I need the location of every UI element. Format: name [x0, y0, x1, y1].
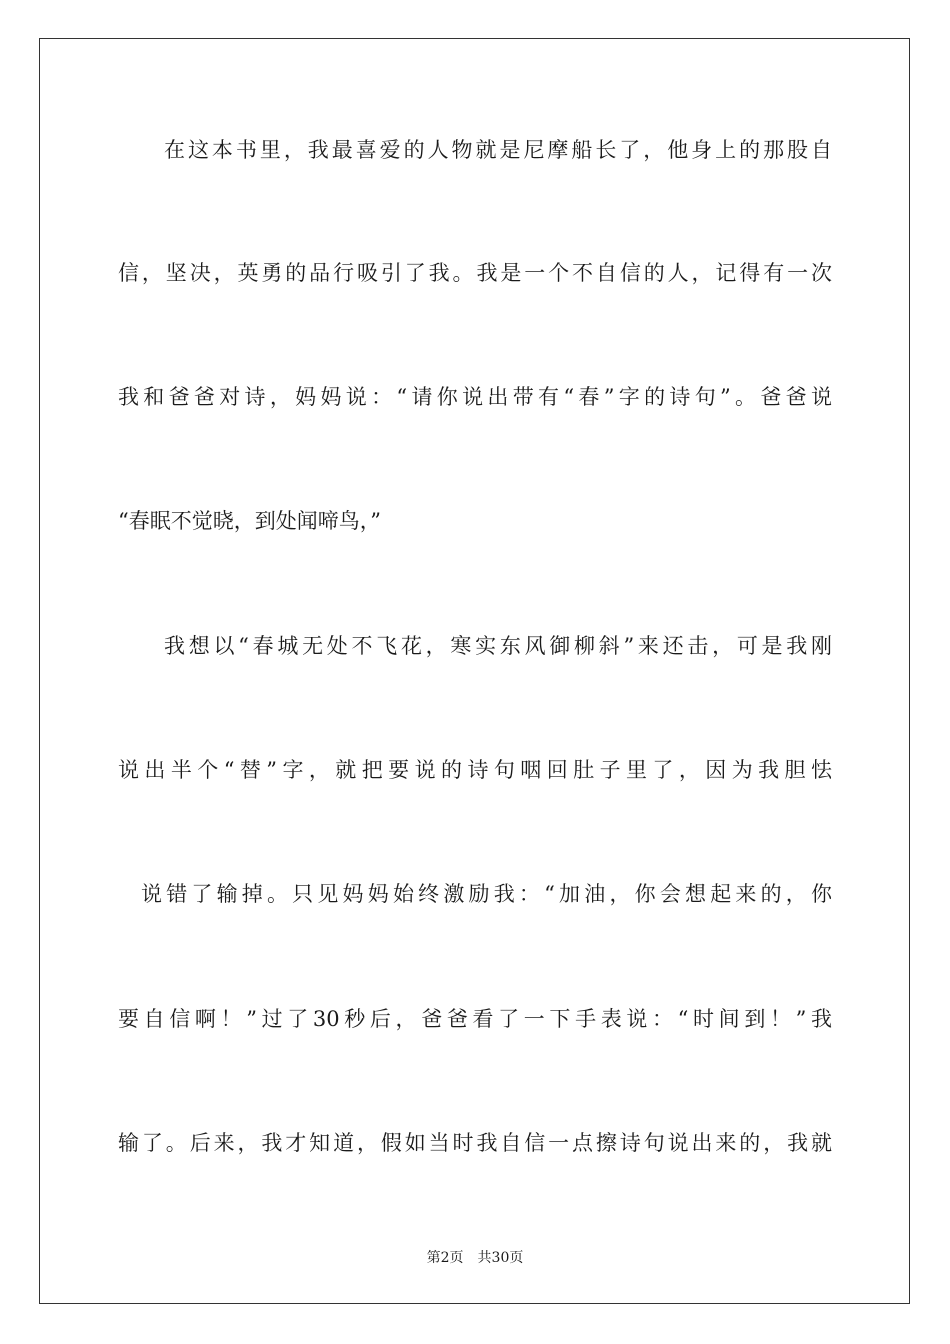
page-footer: 第2页 共30页 — [426, 1250, 524, 1266]
paragraph-line-9: 输了。后来，我才知道，假如当时我自信一点擦诗句说出来的，我就 — [118, 1131, 832, 1155]
paragraph-line-2: 信，坚决，英勇的品行吸引了我。我是一个不自信的人，记得有一次 — [118, 261, 832, 285]
paragraph-line-3: 我和爸爸对诗，妈妈说：“请你说出带有“春”字的诗句”。爸爸说 — [118, 385, 832, 409]
paragraph-line-6: 说出半个“替”字，就把要说的诗句咽回肚子里了，因为我胆怯 — [118, 758, 832, 782]
paragraph-line-7: 说错了输掉。只见妈妈始终激励我：“加油，你会想起来的，你 — [141, 882, 832, 906]
paragraph-line-4: “春眠不觉晓，到处闻啼鸟，” — [118, 509, 381, 533]
paragraph-line-8: 要自信啊！”过了30秒后，爸爸看了一下手表说：“时间到！”我 — [118, 1007, 832, 1031]
page-border — [39, 38, 910, 1304]
paragraph-line-1: 在这本书里，我最喜爱的人物就是尼摩船长了，他身上的那股自 — [164, 138, 832, 162]
paragraph-line-5: 我想以“春城无处不飞花，寒实东风御柳斜”来还击，可是我刚 — [164, 634, 832, 658]
